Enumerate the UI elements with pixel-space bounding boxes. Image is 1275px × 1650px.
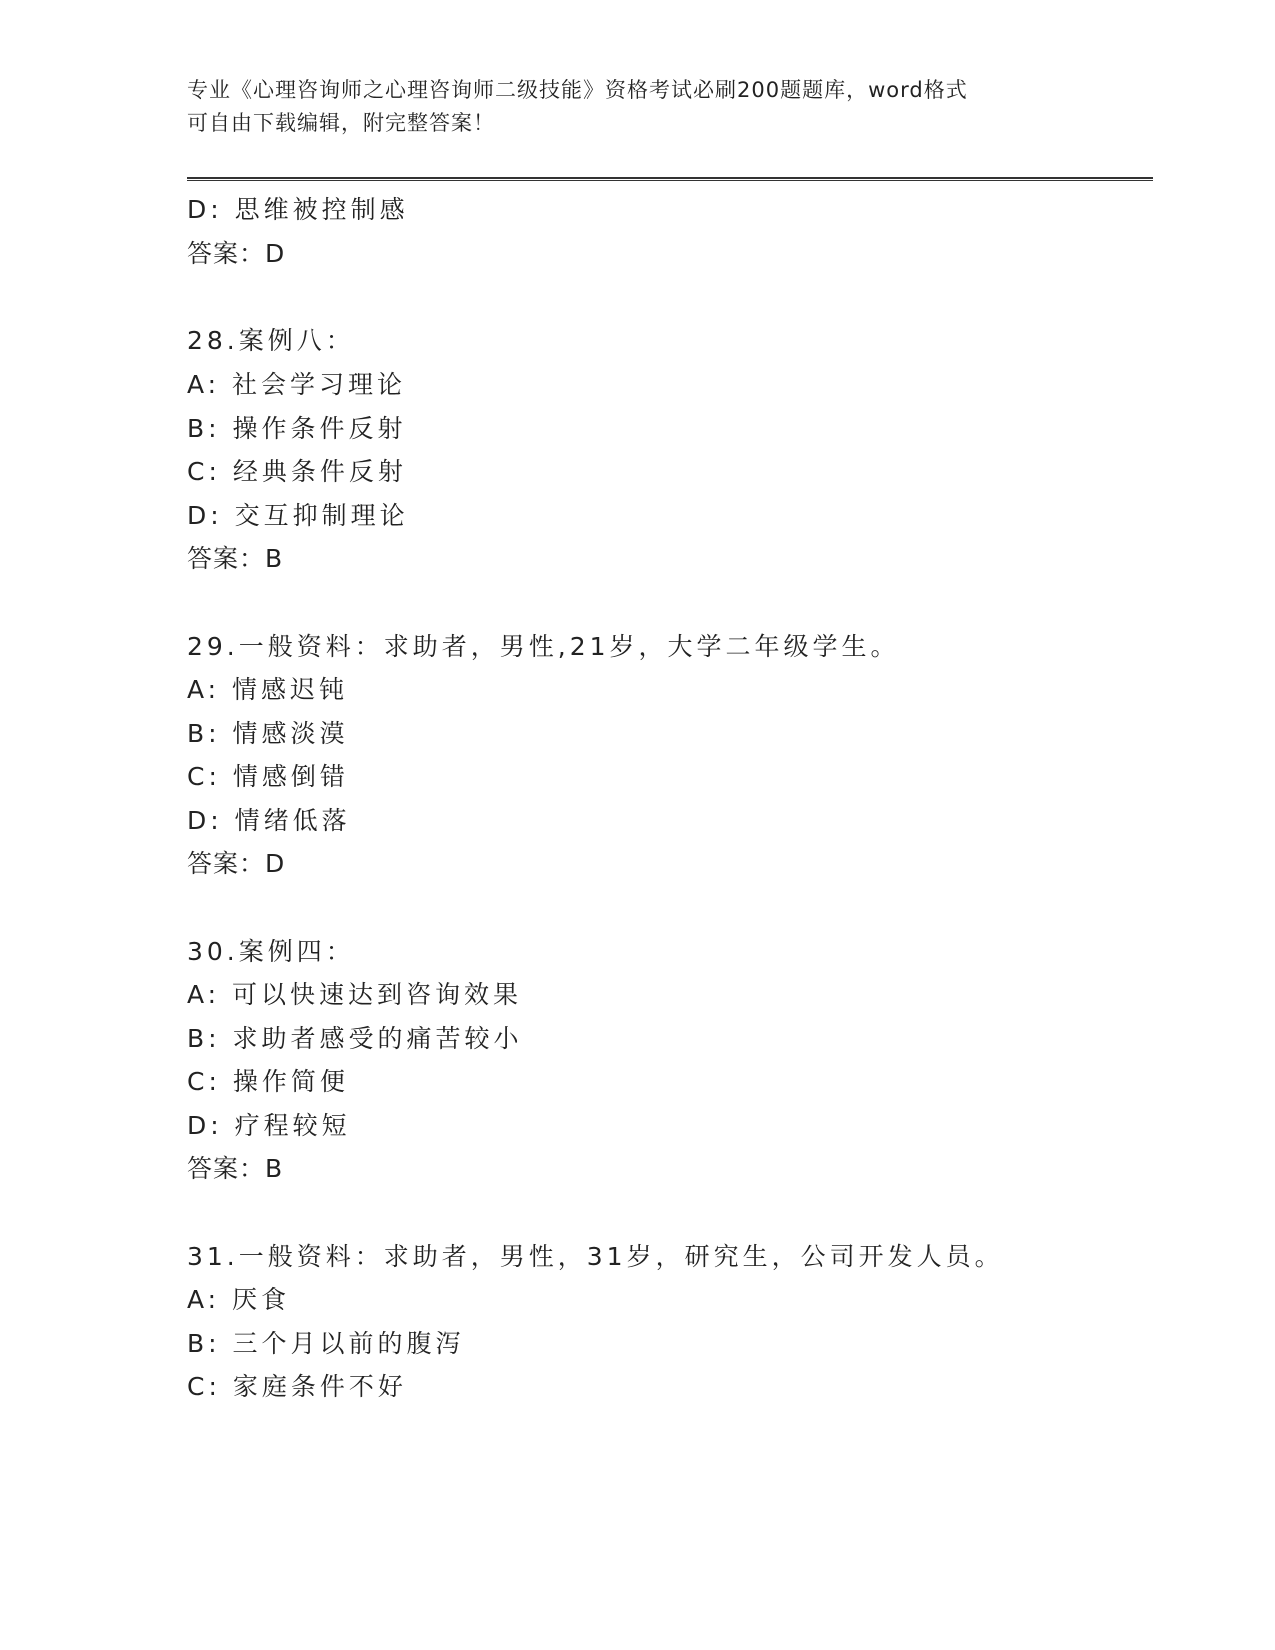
- option-d: D: 思维被控制感: [187, 195, 409, 224]
- header-line-1: 专业《心理咨询师之心理咨询师二级技能》资格考试必刷200题题库，word格式: [187, 78, 968, 102]
- option-a: A: 可以快速达到咨询效果: [187, 980, 523, 1009]
- option-c: C: 情感倒错: [187, 762, 349, 791]
- question-stem-30: 30.案例四：: [187, 937, 355, 966]
- answer-line: 答案：B: [187, 1154, 284, 1183]
- option-d: D: 情绪低落: [187, 806, 351, 835]
- option-b: B: 三个月以前的腹泻: [187, 1329, 465, 1358]
- answer-line: 答案：D: [187, 239, 286, 268]
- question-stem-29: 29.一般资料：求助者，男性,21岁，大学二年级学生。: [187, 632, 900, 661]
- option-a: A: 厌食: [187, 1285, 291, 1314]
- answer-line: 答案：D: [187, 849, 286, 878]
- header-divider: [187, 177, 1153, 181]
- option-c: C: 家庭条件不好: [187, 1372, 407, 1401]
- option-b: B: 操作条件反射: [187, 414, 407, 443]
- option-c: C: 操作简便: [187, 1067, 349, 1096]
- option-d: D: 疗程较短: [187, 1111, 351, 1140]
- document-header: [187, 74, 1087, 140]
- option-a: A: 情感迟钝: [187, 675, 349, 704]
- question-stem-31: 31.一般资料：求助者，男性，31岁，研究生，公司开发人员。: [187, 1242, 1004, 1271]
- option-b: B: 情感淡漠: [187, 719, 349, 748]
- option-c: C: 经典条件反射: [187, 457, 407, 486]
- option-b: B: 求助者感受的痛苦较小: [187, 1024, 523, 1053]
- question-stem-28: 28.案例八：: [187, 326, 355, 355]
- answer-line: 答案：B: [187, 544, 284, 573]
- option-a: A: 社会学习理论: [187, 370, 407, 399]
- header-line-2: 可自由下载编辑，附完整答案！: [187, 111, 495, 135]
- option-d: D: 交互抑制理论: [187, 501, 409, 530]
